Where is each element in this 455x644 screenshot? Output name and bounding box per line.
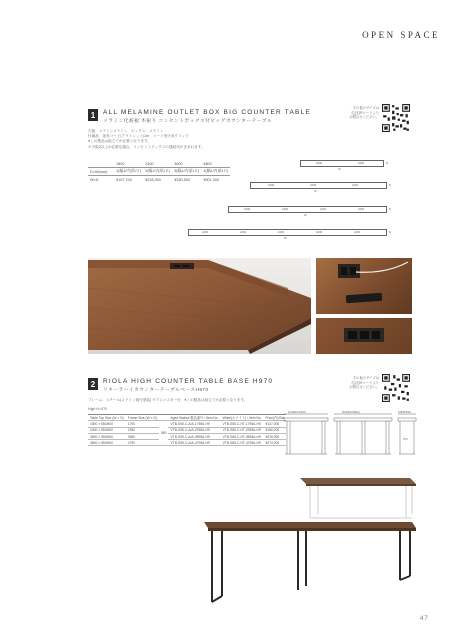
product-number: 1 xyxy=(88,109,98,121)
qr-note-2: その他のサイズは 右記QRコードより お問合せください。 xyxy=(349,376,379,390)
size-diagram-row3: 2400 2400 2400 2400 W D xyxy=(228,206,400,220)
svg-text:970: 970 xyxy=(403,437,408,441)
product-photo-main xyxy=(88,258,311,354)
wood-table-illustration xyxy=(88,258,311,354)
product-title-jp: メラミン化粧板 木振り コンセントボックス付ビッグカウンターテーブル xyxy=(103,119,272,124)
product-photo-box xyxy=(316,318,412,354)
svg-text:W(2400/3600): W(2400/3600) xyxy=(342,410,360,414)
frame-diagram xyxy=(282,410,418,464)
qr-code-icon[interactable] xyxy=(382,104,410,132)
svg-text:D(550/600): D(550/600) xyxy=(398,411,411,414)
product-title-en: ALL MELAMINE OUTLET BOX BIG COUNTER TABLE xyxy=(103,109,311,116)
product-number-2: 2 xyxy=(88,378,98,390)
table-row: 2400 × 550/600 2390 VTB-S55-C-A/A-2395A-H9 VTB-S55-C-HT-2395A-H9 ¥166,200 xyxy=(88,427,286,433)
product-photo-outlet xyxy=(316,258,412,314)
price-table-2: Table Top Size (W × D) Frame Size (W × D) Aged Walnut 製品番号 / Item No. White(ホワイト) / Item No. Price(円)/Set 1800 × 550/600 1790 550 VTB-S55-C-A/A-1795A-H9 VTB-S55-C-HT-1795A-H9 ¥137,000 2400 × 550/600 2390 VTB-S55-C-A/A-2395A-H9 VTB-S55-C-HT-2395A-H9 ¥166,200 3600 × 550/600 3590 VTB-S55-C-A/A-3595A-H9 VTB-S55-C-HT-3595A-H9 ¥228,900 4800 × 550/600 4790 VTB-S55-C-A/A-4795A-H9 VTB-S55-C-HT-4795A-H9 ¥274,000 xyxy=(90,415,285,445)
svg-text:W(1800/2400): W(1800/2400) xyxy=(288,410,306,414)
product-spec-2: フレーム：スチール(メラミン焼付塗装) ※アジャスター付 ●この製品は組立てが必要となります。 xyxy=(88,398,248,402)
size-diagram-row4: 2400 2400 2400 2400 2400 W D xyxy=(188,229,403,243)
size-diagram: 1800 1800 W D xyxy=(280,158,410,248)
qr-code-icon[interactable] xyxy=(382,374,410,402)
diagram-bar xyxy=(300,160,384,167)
table-row: 3600 × 550/600 3590 VTB-S55-C-A/A-3595A-H9 VTB-S55-C-HT-3595A-H9 ¥228,900 xyxy=(88,433,286,439)
table-row: 4800 × 550/600 4790 VTB-S55-C-A/A-4795A-H9 VTB-S55-C-HT-4795A-H9 ¥274,000 xyxy=(88,440,286,446)
qr-note: その他のサイズは 右記QRコードより お問合せください。 xyxy=(349,106,379,120)
product-title-jp-2: リオーラハイカウンターテーブルベースH970 xyxy=(103,388,209,393)
table-row: 1800 × 550/600 1790 550 VTB-S55-C-A/A-1795A-H9 VTB-S55-C-HT-1795A-H9 ¥137,000 xyxy=(88,421,286,427)
product-specs: 天板：メラミンメラミン ボックス：メラミン 付属品：延長コード(アウトレット)1m、コード受け用クリップ ●この製品は組立てが必要となります。 ※天板2以上が必要な場合、コンセントボックスの連結代が含まれます。 xyxy=(88,129,205,149)
counter-table-illustration xyxy=(200,470,420,610)
table-caption: High H=970 xyxy=(88,407,108,411)
size-diagram-row2: 2400 2400 2400 W D xyxy=(250,182,400,196)
page-number: 47 xyxy=(420,616,429,622)
section-title: OPEN SPACE xyxy=(362,30,440,40)
price-table: 1800 2400 3600 4800 D×W(mm) 1(幅1/内部1ロ) 2(幅1/内部1ロ) 3(幅1/内部1ロ) 4(幅1/内部1ロ) W×D ¥107,700 ¥228,300 ¥330,500 ¥501,300 xyxy=(90,161,229,182)
product-title-en-2: RIOLA HIGH COUNTER TABLE BASE H970 xyxy=(103,378,274,385)
